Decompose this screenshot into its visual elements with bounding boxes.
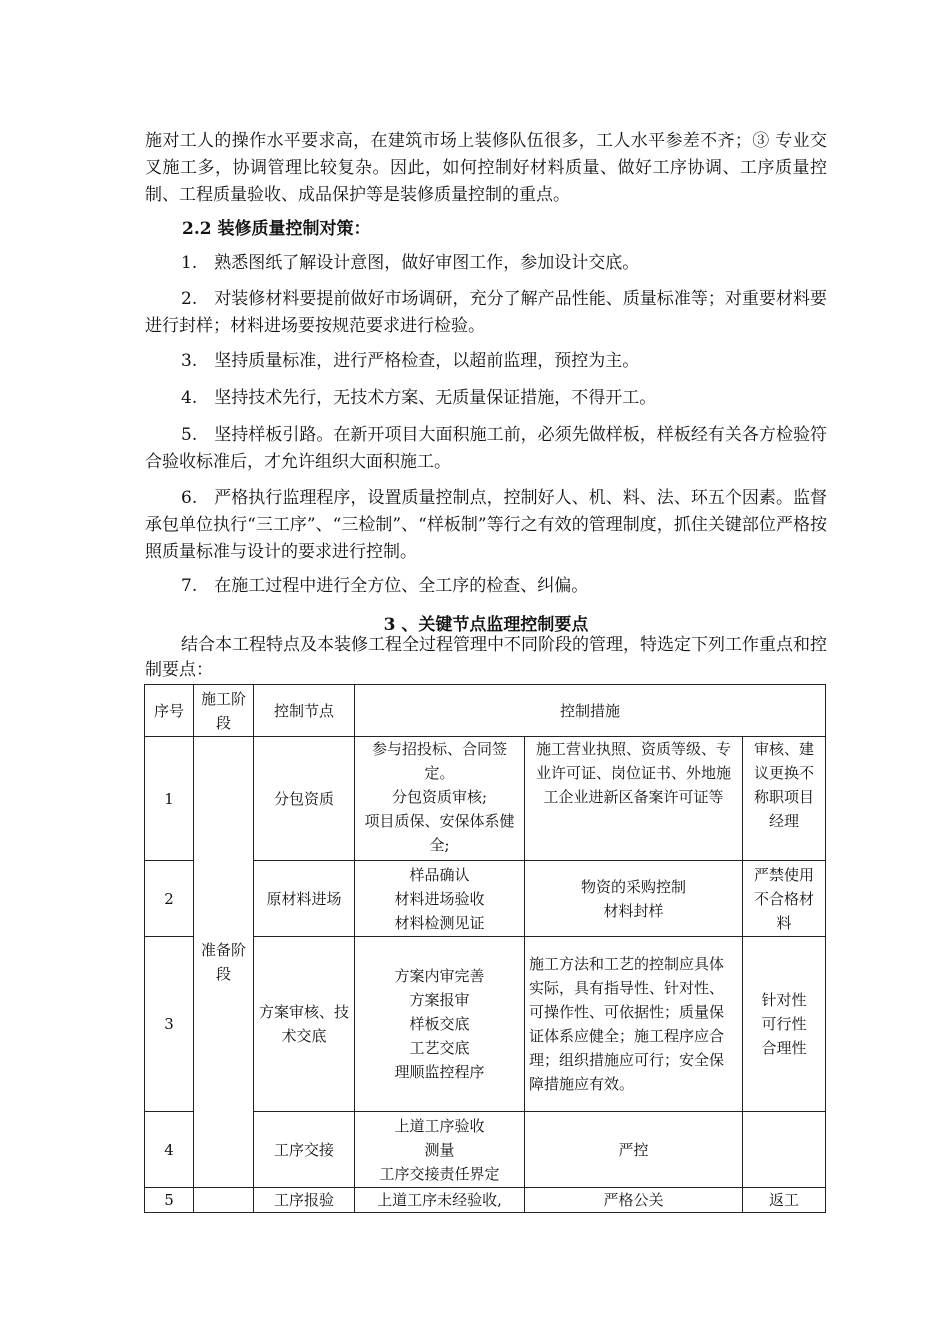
row-measure-3: 针对性 可行性 合理性 (743, 937, 826, 1112)
section-3-intro: 结合本工程特点及本装修工程全过程管理中不同阶段的管理，特选定下列工作重点和控制要点： (145, 635, 827, 680)
row-stage-empty (194, 1188, 254, 1213)
header-stage: 施工阶段 (194, 685, 254, 737)
row-node: 原材料进场 (254, 861, 355, 937)
row-measure-1: 上道工序未经验收, (355, 1188, 525, 1213)
list-item-7: 7. 在施工过程中进行全方位、全工序的检查、纠偏。 (181, 576, 589, 596)
row-seq: 4 (145, 1112, 194, 1188)
list-item-6: 6. 严格执行监理程序，设置质量控制点，控制好人、机、料、法、环五个因素。监督承包单位执行“三工序”、“三检制”、“样板制”等行之有效的管理制度，抓住关键部位严格按照质量标准与设计的要求进行控制。 (145, 488, 827, 562)
row-measure-3: 严禁使用不合格材料 (743, 861, 826, 937)
list-item-4: 4. 坚持技术先行，无技术方案、无质量保证措施，不得开工。 (181, 388, 657, 408)
row-measure-3 (743, 1112, 826, 1188)
table-header-row (145, 685, 826, 737)
row-measure-1: 上道工序验收 测量 工序交接责任界定 (355, 1112, 525, 1188)
list-item-2: 2. 对装修材料要提前做好市场调研，充分了解产品性能、质量标准等；对重要材料要进行封样；材料进场要按规范要求进行检验。 (145, 289, 827, 336)
row-node: 工序报验 (254, 1188, 355, 1213)
row-measure-1: 样品确认 材料进场验收 材料检测见证 (355, 861, 525, 937)
header-node: 控制节点 (254, 685, 355, 737)
table-row (145, 1188, 826, 1213)
row-measure-2: 施工营业执照、资质等级、专业许可证、岗位证书、外地施工企业进新区备案许可证等 (525, 737, 743, 861)
list-item-3: 3. 坚持质量标准，进行严格检查，以超前监理，预控为主。 (181, 351, 640, 371)
section-3-heading: 3 、关键节点监理控制要点 (383, 615, 589, 635)
row-seq: 1 (145, 737, 194, 861)
table-row (145, 737, 826, 861)
intro-paragraph: 施对工人的操作水平要求高，在建筑市场上装修队伍很多，工人水平参差不齐；③ 专业交叉施工多，协调管理比较复杂。因此，如何控制好材料质量、做好工序协调、工序质量控制、工程质量验收、成品保护等是装修质量控制的重点。 (145, 131, 827, 205)
list-item-5: 5. 坚持样板引路。在新开项目大面积施工前，必须先做样板，样板经有关各方检验符合验收标准后，才允许组织大面积施工。 (145, 425, 827, 472)
row-node: 工序交接 (254, 1112, 355, 1188)
row-node: 方案审核、技术交底 (254, 937, 355, 1112)
row-measure-2: 严格公关 (525, 1188, 743, 1213)
row-seq: 5 (145, 1188, 194, 1213)
section-2-2-heading: 2.2 装修质量控制对策： (182, 219, 371, 239)
header-measures: 控制措施 (355, 685, 826, 737)
control-points-table (144, 684, 826, 1213)
row-measure-1: 参与招投标、合同签定。 分包资质审核; 项目质保、安保体系健全; (355, 737, 525, 861)
row-measure-2: 施工方法和工艺的控制应具体实际，具有指导性、针对性、可操作性、可依据性；质量保证体系应健全；施工程序应合理；组织措施应可行；安全保障措施应有效。 (525, 937, 743, 1112)
row-measure-3: 审核、建议更换不称职项目经理 (743, 737, 826, 861)
stage-cell: 准备阶段 (194, 737, 254, 1188)
row-node: 分包资质 (254, 737, 355, 861)
list-item-1: 1. 熟悉图纸了解设计意图，做好审图工作，参加设计交底。 (181, 253, 640, 273)
row-measure-2: 物资的采购控制 材料封样 (525, 861, 743, 937)
header-seq: 序号 (145, 685, 194, 737)
row-seq: 3 (145, 937, 194, 1112)
row-measure-2: 严控 (525, 1112, 743, 1188)
row-measure-1: 方案内审完善 方案报审 样板交底 工艺交底 理顺监控程序 (355, 937, 525, 1112)
row-measure-3: 返工 (743, 1188, 826, 1213)
row-seq: 2 (145, 861, 194, 937)
